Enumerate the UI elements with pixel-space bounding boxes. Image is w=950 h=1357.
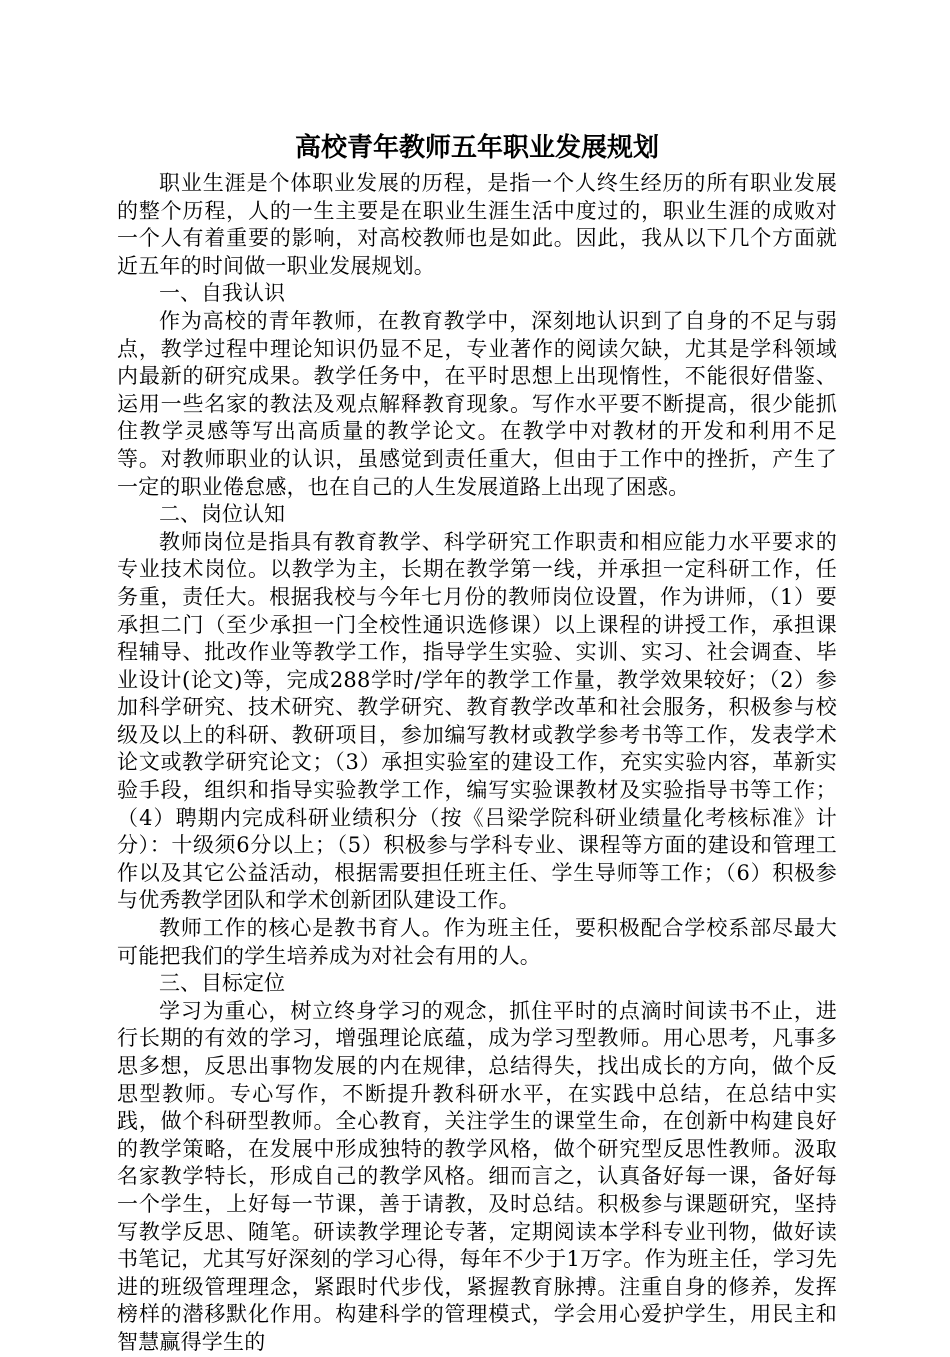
section-heading-position-cognition: 二、岗位认知: [159, 502, 285, 527]
section-paragraph: 教师岗位是指具有教育教学、科学研究工作职责和相应能力水平要求的专业技术岗位。以教学为主，长期在教学第一线，并承担一定科研工作，任务重，责任大。根据我校与今年七月份的教师岗位设置，作为讲师，（1）要承担二门（至少承担一门全校性通识选修课）以上课程的讲授工作，承担课程辅导、批改作业等教学工作，指导学生实验、实训、实习、社会调查、毕业设计(论文)等，完成288学时/学年的教学工作量，教学效果较好；（2）参加科学研究、技术研究、教学研究、教育教学改革和社会服务，积极参与校级及以上的科研、教研项目，参加编写教材或教学参考书等工作，发表学术论文或教学研究论文；（3）承担实验室的建设工作，充实实验内容，革新实验手段，组织和指导实验教学工作，编写实验课教材及实验指导书等工作；（4）聘期内完成科研业绩积分（按《吕梁学院科研业绩量化考核标准》计分）：十级须6分以上；（5）积极参与学科专业、课程等方面的建设和管理工作以及其它公益活动，根据需要担任班主任、学生导师等工作；（6）积极参与优秀教学团队和学术创新团队建设工作。: [117, 529, 837, 913]
section-paragraph: 学习为重心，树立终身学习的观念，抓住平时的点滴时间读书不止，进行长期的有效的学习，增强理论底蕴，成为学习型教师。用心思考，凡事多思多想，反思出事物发展的内在规律，总结得失，找出成长的方向，做个反思型教师。专心写作，不断提升教科研水平，在实践中总结，在总结中实践，做个科研型教师。全心教育，关注学生的课堂生命，在创新中构建良好的教学策略，在发展中形成独特的教学风格，做个研究型反思性教师。汲取名家教学特长，形成自己的教学风格。细而言之，认真备好每一课，备好每一个学生，上好每一节课，善于请教，及时总结。积极参与课题研究，坚持写教学反思、随笔。研读教学理论专著，定期阅读本学科专业刊物，做好读书笔记，尤其写好深刻的学习心得，每年不少于1万字。作为班主任，学习先进的班级管理理念，紧跟时代步伐，紧握教育脉搏。注重自身的修养，发挥榜样的潜移默化作用。构建科学的管理模式，学会用心爱护学生，用民主和智慧赢得学生的: [117, 998, 837, 1354]
document-title: 高校青年教师五年职业发展规划: [294, 133, 659, 163]
document-page: [117, 130, 837, 1357]
intro-paragraph: 职业生涯是个体职业发展的历程，是指一个人终生经历的所有职业发展的整个历程，人的一生主要是在职业生涯生活中度过的，职业生涯的成败对一个人有着重要的影响，对高校教师也是如此。因此，我从以下几个方面就近五年的时间做一职业发展规划。: [117, 171, 837, 278]
section-paragraph: 教师工作的核心是教书育人。作为班主任，要积极配合学校系部尽最大可能把我们的学生培养成为对社会有用的人。: [117, 916, 837, 968]
section-heading-goal-positioning: 三、目标定位: [159, 971, 285, 996]
section-heading-self-awareness: 一、自我认识: [159, 281, 285, 306]
section-paragraph: 作为高校的青年教师，在教育教学中，深刻地认识到了自身的不足与弱点，教学过程中理论知识仍显不足，专业著作的阅读欠缺，尤其是学科领域内最新的研究成果。教学任务中，在平时思想上出现惰性，不能很好借鉴、运用一些名家的教法及观点解释教育现象。写作水平要不断提高，很少能抓住教学灵感等写出高质量的教学论文。在教学中对教材的开发和利用不足等。对教师职业的认识，虽感觉到责任重大，但由于工作中的挫折，产生了一定的职业倦怠感，也在自己的人生发展道路上出现了困惑。: [117, 308, 837, 499]
